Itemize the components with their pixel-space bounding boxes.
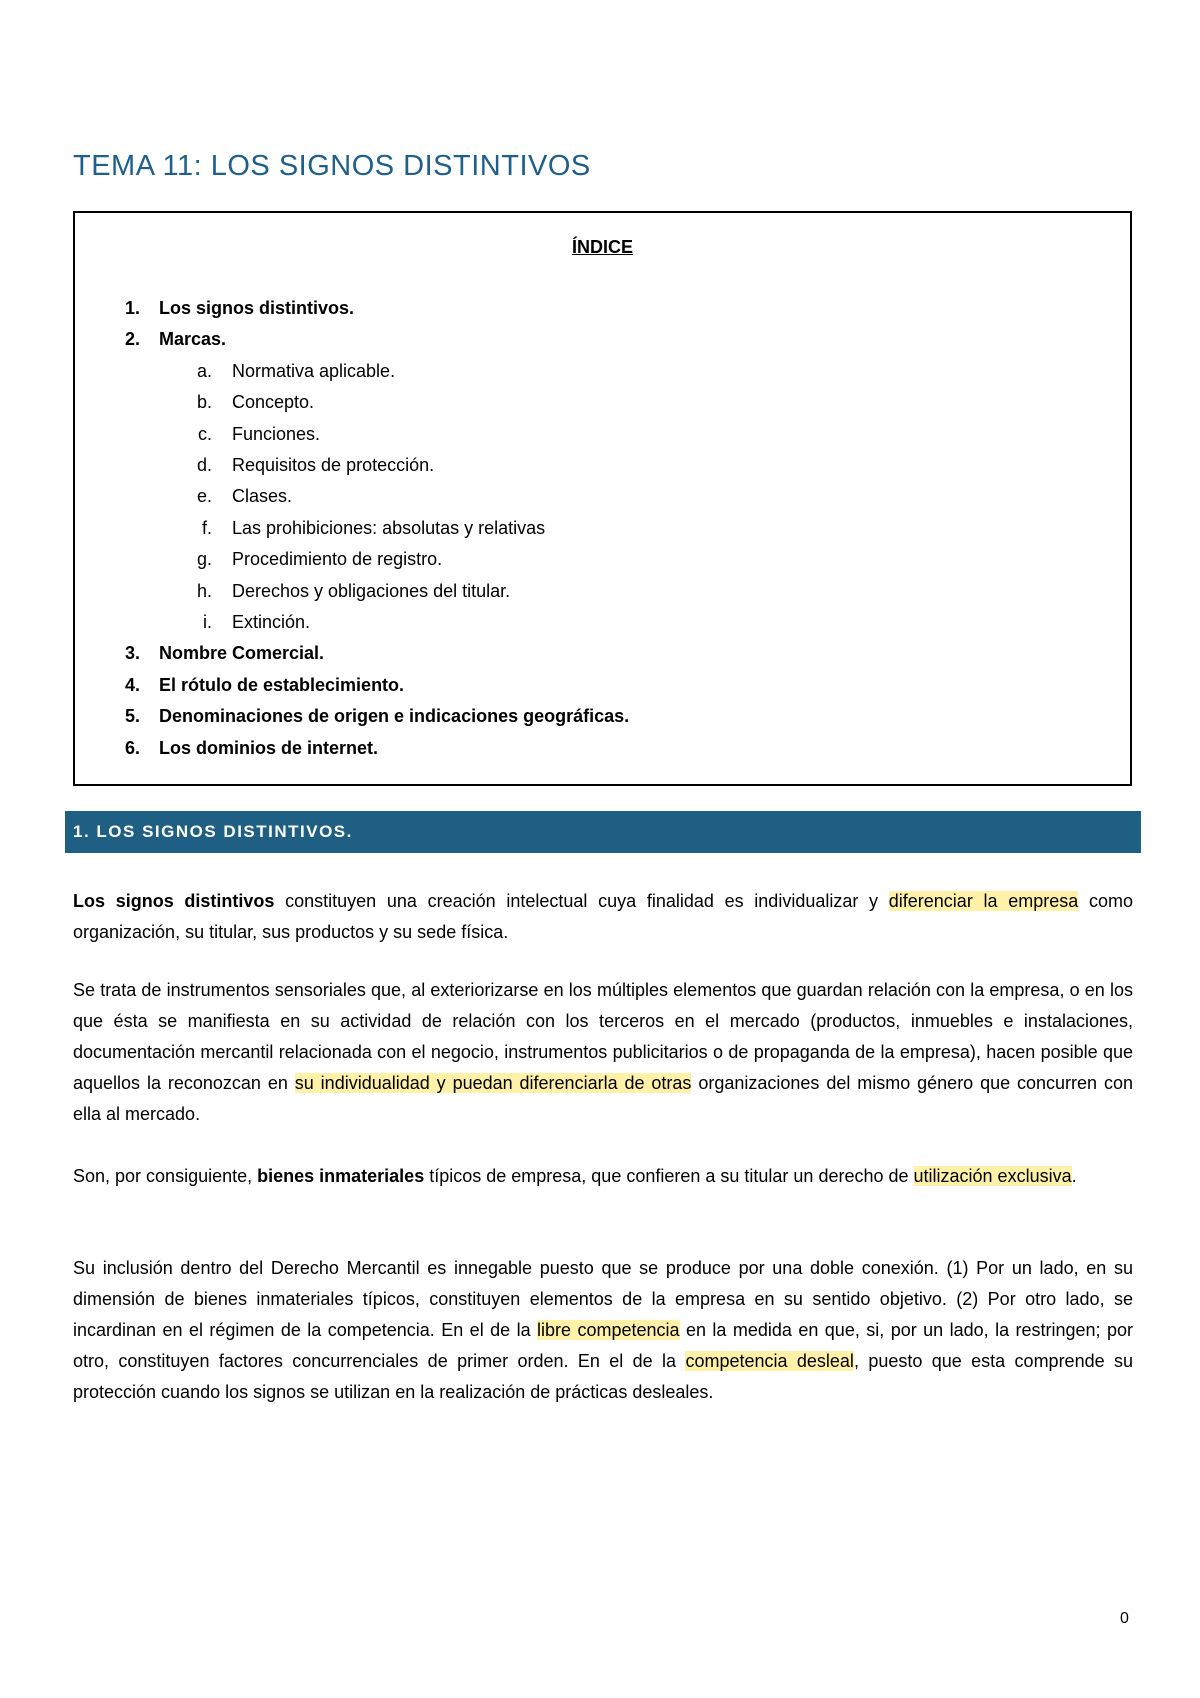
paragraph [73, 886, 1133, 948]
index-item-number: 3. [124, 643, 140, 664]
highlighted-text: su individualidad y puedan diferenciarla de otras [294, 1073, 692, 1093]
text-run: en la medida en que, si, por un lado, la restringen; por otro, constituyen factores concurrenciales de primer orden. En el de la [73, 1320, 1133, 1371]
index-item-number: d. [196, 455, 212, 475]
index-item-number: 2. [124, 329, 140, 350]
index-item-number: b. [196, 392, 212, 413]
index-item-number: c. [197, 423, 212, 444]
paragraph [73, 975, 1133, 1130]
index-item-number: i. [203, 612, 212, 632]
text-run: . [1071, 1166, 1077, 1186]
index-item-text: Denominaciones de origen e indicaciones geográficas. [159, 706, 630, 727]
index-item-number: g. [196, 549, 212, 570]
index-item-number: 6. [124, 737, 140, 758]
index-item-text: Funciones. [232, 423, 321, 444]
index-item-text: Derechos y obligaciones del titular. [232, 580, 511, 601]
index-item-number: 1. [124, 298, 140, 318]
page-number: 0 [1120, 1610, 1129, 1627]
index-item-number: 4. [124, 674, 140, 695]
index-item-text: Extinción. [232, 612, 311, 632]
highlighted-text: libre competencia [537, 1320, 680, 1340]
index-item-text: Los dominios de internet. [159, 737, 379, 758]
index-item-text: Nombre Comercial. [159, 643, 325, 664]
text-run: como organización, su titular, sus productos y su sede física. [73, 891, 1133, 942]
page-title: TEMA 11: LOS SIGNOS DISTINTIVOS [73, 150, 591, 182]
paragraph [73, 1253, 1133, 1408]
index-item-text: Las prohibiciones: absolutas y relativas [232, 517, 546, 538]
text-run: constituyen una creación intelectual cuya finalidad es individualizar y [274, 891, 889, 911]
index-item-text: Requisitos de protección. [232, 455, 435, 475]
text-run: Se trata de instrumentos sensoriales que, al exteriorizarse en los múltiples elementos que guardan relación con la empresa, o en los que ésta se manifiesta en su actividad de relación con los terceros en el mercado (productos, inmuebles e instalaciones, documentación mercantil relacionada con el negocio, instrumentos publicitarios o de propaganda de la empresa), hacen posible que aquellos la reconozcan en [73, 980, 1133, 1093]
index-item-text: Normativa aplicable. [232, 360, 396, 381]
index-item-text: Los signos distintivos. [159, 298, 355, 318]
index-item-text: Marcas. [159, 329, 227, 350]
highlighted-text: diferenciar la empresa [888, 891, 1079, 911]
index-box [73, 211, 1132, 786]
text-run: organizaciones del mismo género que concurren con ella al mercado. [73, 1073, 1133, 1124]
index-item-text: El rótulo de establecimiento. [159, 674, 405, 695]
paragraph [73, 1161, 1133, 1192]
text-run: , puesto que esta comprende su protección cuando los signos se utilizan en la realización de prácticas desleales. [73, 1351, 1133, 1402]
index-item-number: h. [196, 580, 212, 601]
index-item-text: Procedimiento de registro. [232, 549, 443, 570]
bold-text: Los signos distintivos [73, 891, 275, 911]
highlighted-text: competencia desleal [685, 1351, 854, 1371]
highlighted-text: utilización exclusiva [913, 1166, 1072, 1186]
section-heading: 1. LOS SIGNOS DISTINTIVOS. [65, 811, 1141, 853]
index-item-text: Concepto. [232, 392, 315, 413]
index-item-number: 5. [124, 706, 140, 727]
bold-text: bienes inmateriales [257, 1166, 425, 1186]
index-item-number: f. [201, 517, 212, 538]
index-item-text: Clases. [232, 486, 293, 507]
text-run: típicos de empresa, que confieren a su titular un derecho de [424, 1166, 914, 1186]
index-item-number: a. [196, 360, 212, 381]
index-item-number: e. [196, 486, 212, 507]
index-heading: ÍNDICE [571, 237, 633, 257]
text-run: Son, por consiguiente, [73, 1166, 258, 1186]
text-run: Su inclusión dentro del Derecho Mercantil es innegable puesto que se produce por una doble conexión. (1) Por un lado, en su dimensión de bienes inmateriales típicos, constituyen elementos de la empresa en su sentido objetivo. (2) Por otro lado, se incardinan en el régimen de la competencia. En el de la [73, 1258, 1133, 1340]
